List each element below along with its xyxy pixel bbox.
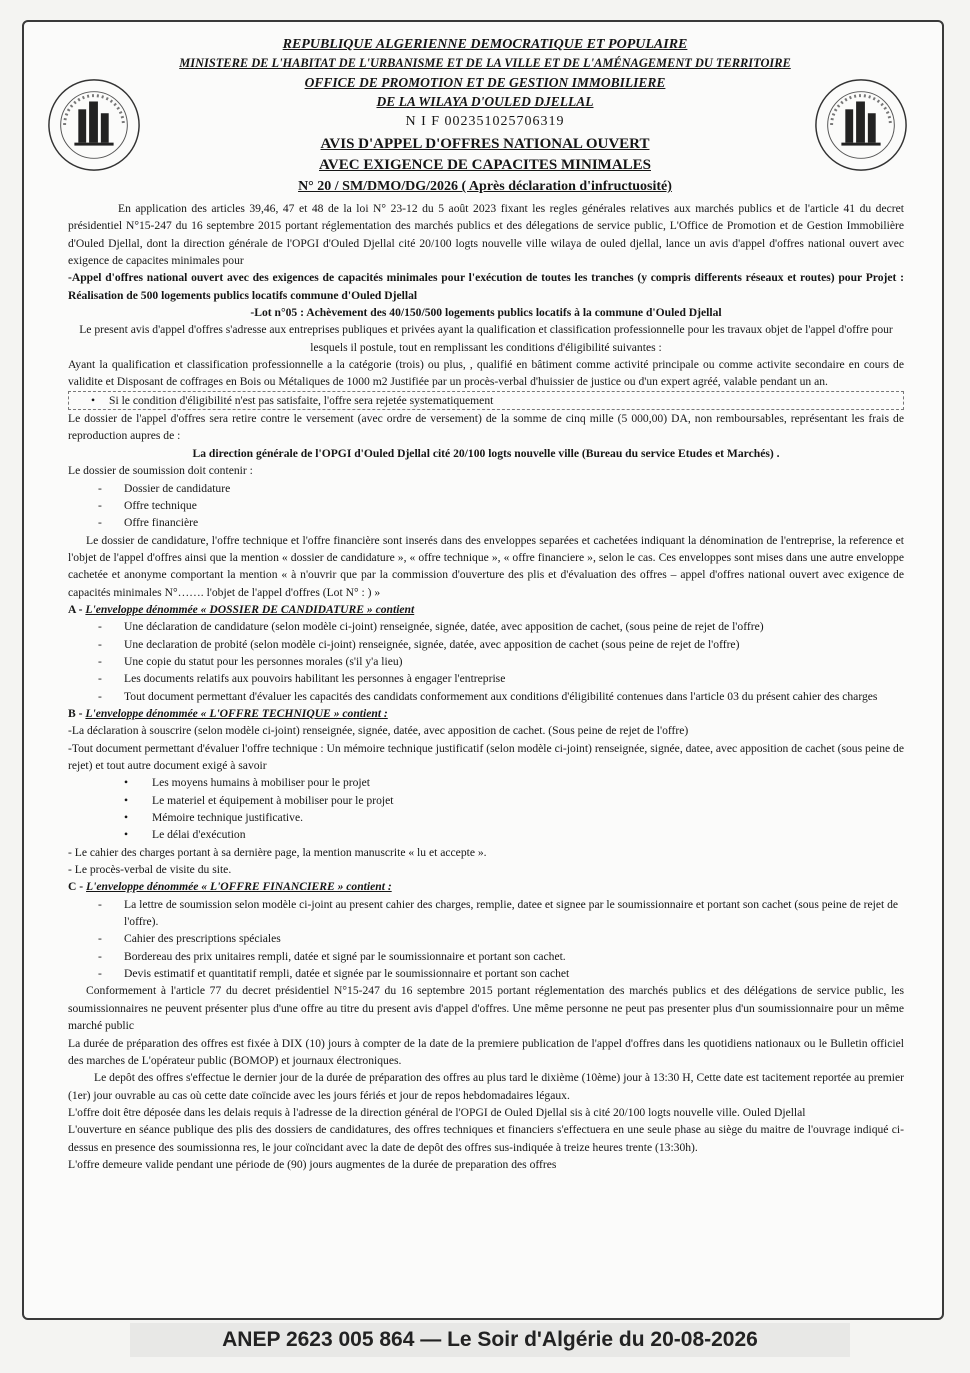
section-b-heading <box>68 705 904 722</box>
dossier-paragraph: Le dossier de l'appel d'offres sera retire contre le versement (avec ordre de versement) de la somme de cinq mille (5 000,00) DA, non remboursables, représentant les frais de reproduction aupres de : <box>68 412 904 443</box>
eligibility-condition-box: • Si le condition d'éligibilité n'est pas satisfaite, l'offre sera rejetée systematiquement <box>68 391 904 410</box>
header-office: OFFICE DE PROMOTION ET DE GESTION IMMOBILIERE <box>304 75 666 90</box>
list-item: • Mémoire technique justificative. <box>68 809 904 826</box>
depot-paragraph: Le depôt des offres s'effectue le dernier jour de la durée de préparation des offres au plus tard le dixième (10ème) jour à 13:30 H, Cette date est tacitement reportée au premier (1er) jour ouvrable au cas où cette date coïncide avec les jours fériés et jour de repos hebdomadaires légaux. <box>68 1071 904 1102</box>
section-b-prefix: B - <box>68 706 83 720</box>
notice-body <box>68 200 904 1173</box>
header-wilaya: DE LA WILAYA D'OULED DJELLAL <box>376 94 594 109</box>
section-a-title: L'enveloppe dénommée « DOSSIER DE CANDIDATURE » contient <box>85 602 415 616</box>
list-item: - Offre technique <box>68 497 904 514</box>
list-item: - Cahier des prescriptions spéciales <box>68 930 904 947</box>
section-a-prefix: A - <box>68 602 83 616</box>
section-b-declaration: -La déclaration à souscrire (selon modèle ci-joint) renseignée, signée, datée, avec apposition de cachet. (Sous peine de rejet de l'offre) <box>68 724 689 738</box>
notice-reference: N° 20 / SM/DMO/DG/2026 ( Après déclaration d'infructuosité) <box>298 179 672 194</box>
article77-paragraph: Conformement à l'article 77 du decret présidentiel N°15-247 du 16 septembre 2015 portant réglementation des marchés publics et des délégations de service public, les soumissionnaires ne peuvent présenter plus d'une offre au titre du present avis d'appel d'offres. Une même personne ne peut pas presenter plus d'un soumissionnaire pour un même marché public <box>68 984 904 1033</box>
section-a-list <box>68 618 904 705</box>
header-nif: N I F 002351025706319 <box>405 114 565 129</box>
section-b-pv: - Le procès-verbal de visite du site. <box>68 863 232 877</box>
list-item: - Devis estimatif et quantitatif rempli, datée et signée par le soumissionnaire et portant son cachet <box>68 965 904 982</box>
direction-line: La direction générale de l'OPGI d'Ouled Djellal cité 20/100 logts nouvelle ville (Bureau du service Etudes et Marchés) . <box>192 446 780 460</box>
duree-paragraph: La durée de préparation des offres est fixée à DIX (10) jours à compter de la date de la premiere publication de l'appel d'offres dans les quotidiens nationaux ou le Bulletin officiel des marches de L'opérateur public (BOMOP) et journaux électroniques. <box>68 1036 904 1067</box>
section-b-title: L'enveloppe dénommée « L'OFFRE TECHNIQUE » contient : <box>85 706 388 720</box>
validite-paragraph: L'offre demeure valide pendant une période de (90) jours augmentes de la durée de preparation des offres <box>68 1157 557 1171</box>
list-item: • Les moyens humains à mobiliser pour le projet <box>68 774 904 791</box>
list-item: - Une declaration de probité (selon modèle ci-joint) renseignée, signée, datée, avec apposition de cachet (sous peine de rejet de l'offre) <box>68 636 904 653</box>
list-item: - Une copie du statut pour les personnes morales (s'il y'a lieu) <box>68 653 904 670</box>
intro-paragraph: En application des articles 39,46, 47 et 48 de la loi N° 23-12 du 5 août 2023 fixant les regles générales relatives aux marchés publics et de l'article 41 du decret présidentiel N°15-247 du 16 septembre 2015 portant réglementation des marchés publics et des délegations de service public, L'Office de Promotion et de Gestion Immobilière d'Ouled Djellal, dont la direction générale de l'OPGI d'Ouled Djellal cité 20/100 logts nouvelle ville wilaya de ouled djellal, lance un avis d'appel d'offres national ouvert avec exigence de capacites minimales pour <box>68 202 904 268</box>
header-ministry: MINISTERE DE L'HABITAT DE L'URBANISME ET DE LA VILLE ET DE L'AMÉNAGEMENT DU TERRITOIRE <box>179 56 791 70</box>
section-c-heading <box>68 878 904 895</box>
section-c-title: L'enveloppe dénommée « L'OFFRE FINANCIERE » contient : <box>86 880 392 894</box>
adresse-paragraph: L'offre doit être déposée dans les delais requis à l'adresse de la direction général de l'OPGI de Ouled Djellal sis à cité 20/100 logts nouvelle ville. Ouled Djellal <box>68 1105 806 1119</box>
ouverture-paragraph: L'ouverture en séance publique des plis des dossiers de candidatures, des offres techniques et financiers s'effectuera en une seule phase au siège du maitre de l'ouvrage indiqué ci-dessus en presence des soumissionna res, le jour coïncidant avec la date de depôt des offres sus-indiquée à treize heures trente (13:30h). <box>68 1123 904 1154</box>
lot-line: -Lot n°05 : Achèvement des 40/150/500 logements publics locatifs à la commune d'Ouled Djellal <box>250 306 722 320</box>
section-b-technique: -Tout document permettant d'évaluer l'offre technique : Un mémoire technique justificatif (selon modèle ci-joint) renseignée, signée, datee, avec apposition de cachet (sous peine de rejet) et tout autre document exigé à savoir <box>68 741 904 772</box>
soumission-list <box>68 480 904 532</box>
section-b-list <box>68 774 904 843</box>
eligibility-paragraph: Ayant la qualification et classification professionnelle a la catégorie (trois) ou plus, , qualifié en bâtiment comme activité principale ou comme activite secondaire en cours de validite et Disposant de coffrages en Bois ou Métaliques de 1000 m2 Justifiée par un procès-verbal d'huissier de justice ou d'un expert agréé, valable pendant un an. <box>68 358 904 389</box>
enveloppes-paragraph: Le dossier de candidature, l'offre technique et l'offre financière sont inserés dans des enveloppes separées et cachetées indiquant la dénomination de l'entreprise, la reference et l'objet de l'appel d'offres ainsi que la mention « dossier de candidature », « offre technique », « offre financiere », selon le cas. Ces enveloppes sont mises dans une autre enveloppe cachetée et anonyme comportant la mention « à n'ouvrir que par la commission d'ouverture des plis et d'évaluation des offres – appel d'offres national ouvert avec exigence de capacités minimales N°……. l'objet de l'appel d'offres (Lot N° : ) » <box>68 533 904 599</box>
list-item: - Bordereau des prix unitaires rempli, datée et signé par le soumissionnaire et portant son cachet. <box>68 948 904 965</box>
list-item: • Le délai d'exécution <box>68 826 904 843</box>
soumission-line: Le dossier de soumission doit contenir : <box>68 464 253 478</box>
list-item: - Tout document permettant d'évaluer les capacités des candidats conformement aux conditions d'éligibilité contenues dans l'article 03 du présent cahier des charges <box>68 688 904 705</box>
list-item: • Le materiel et équipement à mobiliser pour le projet <box>68 792 904 809</box>
list-item: - Offre financière <box>68 514 904 531</box>
list-item: - Dossier de candidature <box>68 480 904 497</box>
notice-title-1: AVIS D'APPEL D'OFFRES NATIONAL OUVERT <box>320 136 650 152</box>
present-paragraph: Le present avis d'appel d'offres s'adresse aux entreprises publiques et privées ayant la qualification et classification professionnelle pour les travaux objet de l'appel d'offre pour lesquels il postule, tout en remplissant les conditions d'éligibilité suivantes : <box>79 323 893 354</box>
appel-paragraph: -Appel d'offres national ouvert avec des exigences de capacités minimales pour l'exécution de toutes les tranches (y compris differents réseaux et routes) pour Projet : Réalisation de 500 logements publics locatifs commune d'Ouled Djellal <box>68 271 904 302</box>
header-republic: REPUBLIQUE ALGERIENNE DEMOCRATIQUE ET POPULAIRE <box>282 37 688 52</box>
footer-publication-line: ANEP 2623 005 864 — Le Soir d'Algérie du 20-08-2026 <box>222 1328 758 1351</box>
section-b-cahier: - Le cahier des charges portant à sa dernière page, la mention manuscrite « lu et accepte ». <box>68 845 487 859</box>
notice-title-2: AVEC EXIGENCE DE CAPACITES MINIMALES <box>319 157 651 173</box>
list-item: - La lettre de soumission selon modèle ci-joint au present cahier des charges, remplie, datee et signee par le soumissionnaire et portant son cachet (sous peine de rejet de l'offre). <box>68 896 904 931</box>
section-c-list <box>68 896 904 983</box>
list-item: - Une déclaration de candidature (selon modèle ci-joint) renseignée, signée, datée, avec apposition de cachet, (sous peine de rejet de l'offre) <box>68 618 904 635</box>
section-a-heading <box>68 601 904 618</box>
list-item: - Les documents relatifs aux pouvoirs habilitant les personnes à engager l'entreprise <box>68 670 904 687</box>
section-c-prefix: C - <box>68 880 84 894</box>
